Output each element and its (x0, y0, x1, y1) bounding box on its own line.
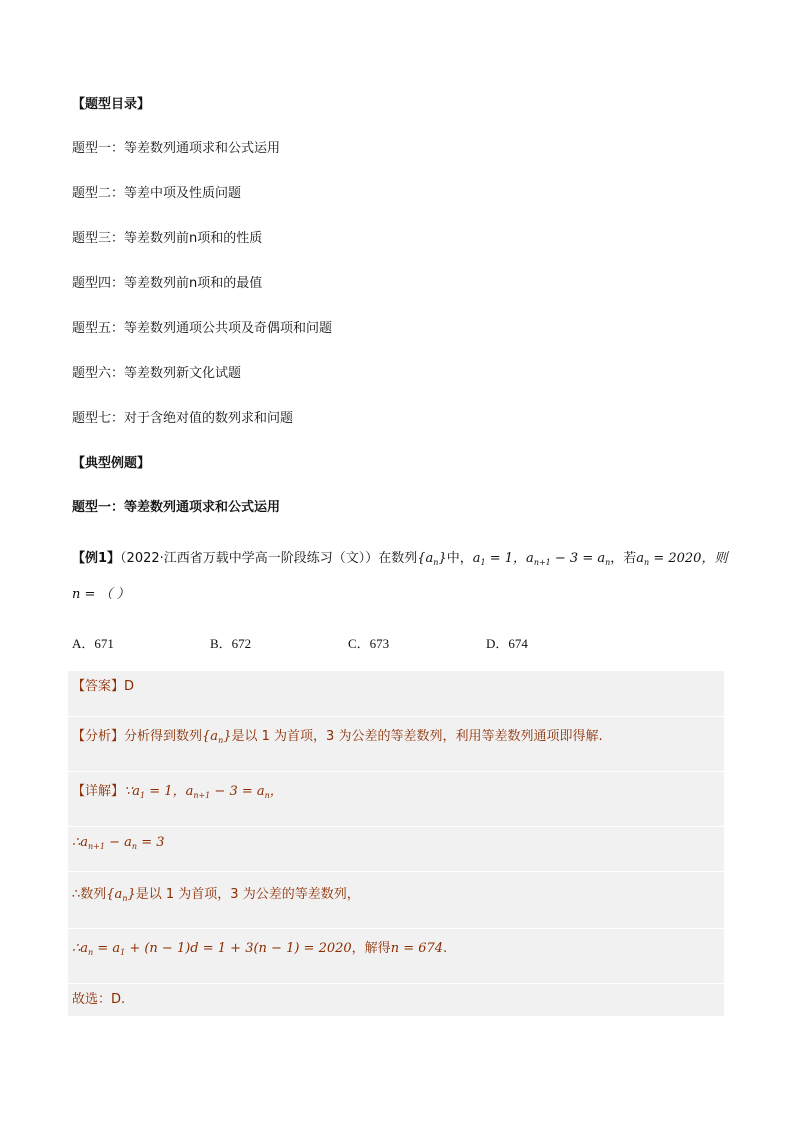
example-text: 中， (446, 551, 473, 566)
step-sequence (72, 886, 360, 908)
example-label: 【例1】 (72, 551, 121, 566)
step-difference: $\therefore a_{n+1} - a_n = 3$ (72, 835, 165, 851)
toc-heading: 【题型目录】 (72, 97, 151, 112)
sequence-symbol: $\{a_n\}$ (417, 551, 447, 567)
answer-value: D (124, 679, 135, 694)
divider (68, 928, 724, 929)
option-b: B．672 (210, 636, 252, 651)
divider (68, 871, 724, 872)
option-d: D．674 (486, 636, 528, 651)
example-question-line2: n = （ ） (72, 587, 130, 602)
final-choice: 故选：D. (72, 992, 126, 1007)
analysis-label: 【分析】 (72, 729, 125, 744)
divider (68, 826, 724, 827)
option-c: C．673 (348, 636, 390, 651)
toc-item-7: 题型七：对于含绝对值的数列求和问题 (72, 411, 294, 426)
formula-general-term: $\therefore a_n = a_1 + (n - 1)d = 1 + 3(n - 1) = 2020$ (72, 941, 352, 957)
example-source: （2022·江西省万载中学高一阶段练习（文））在数列 (120, 551, 418, 566)
toc-item-2: 题型二：等差中项及性质问题 (72, 186, 242, 201)
answer-line (72, 678, 134, 696)
solution-panel (68, 671, 724, 1016)
step-text: ∴数列 (72, 887, 107, 902)
sequence-symbol: $\{a_n\}$ (106, 887, 136, 903)
toc-item-5: 题型五：等差数列通项公共项及奇偶项和问题 (72, 321, 333, 336)
divider (68, 983, 724, 984)
examples-heading: 【典型例题】 (72, 456, 151, 471)
analysis-line (72, 728, 603, 750)
toc-item-1: 题型一：等差数列通项求和公式运用 (72, 141, 281, 156)
sequence-symbol: $\{a_n\}$ (202, 729, 232, 745)
answer-label: 【答案】 (72, 679, 125, 694)
divider (68, 771, 724, 772)
toc-item-4: 题型四：等差数列前n项和的最值 (72, 276, 263, 291)
step-text: 是以 1 为首项，3 为公差的等差数列， (135, 887, 360, 902)
condition-a1: $a_1 = 1$， (472, 551, 527, 567)
analysis-text: 是以 1 为首项，3 为公差的等差数列，利用等差数列通项即得解. (231, 729, 603, 744)
condition-recurrence: $a_{n+1} - 3 = a_n$ (526, 551, 611, 567)
detail-condition: $\because a_1 = 1$，$a_{n+1} - 3 = a_n$， (124, 784, 283, 800)
divider (68, 716, 724, 717)
step-solve (72, 940, 447, 962)
section-title: 题型一：等差数列通项求和公式运用 (72, 500, 281, 515)
step-text: ，解得 (351, 941, 391, 956)
result-value: n = 674 (390, 941, 444, 956)
option-a: A．671 (72, 636, 114, 651)
condition-an: $a_n = 2020$，则 (636, 551, 728, 567)
detail-line (72, 783, 283, 805)
example-text: ，若 (610, 551, 637, 566)
analysis-text: 分析得到数列 (124, 729, 203, 744)
toc-item-6: 题型六：等差数列新文化试题 (72, 366, 242, 381)
toc-item-3: 题型三：等差数列前n项和的性质 (72, 231, 263, 246)
detail-label: 【详解】 (72, 784, 125, 799)
example-question-line1 (72, 550, 727, 572)
step-text: . (443, 941, 448, 956)
